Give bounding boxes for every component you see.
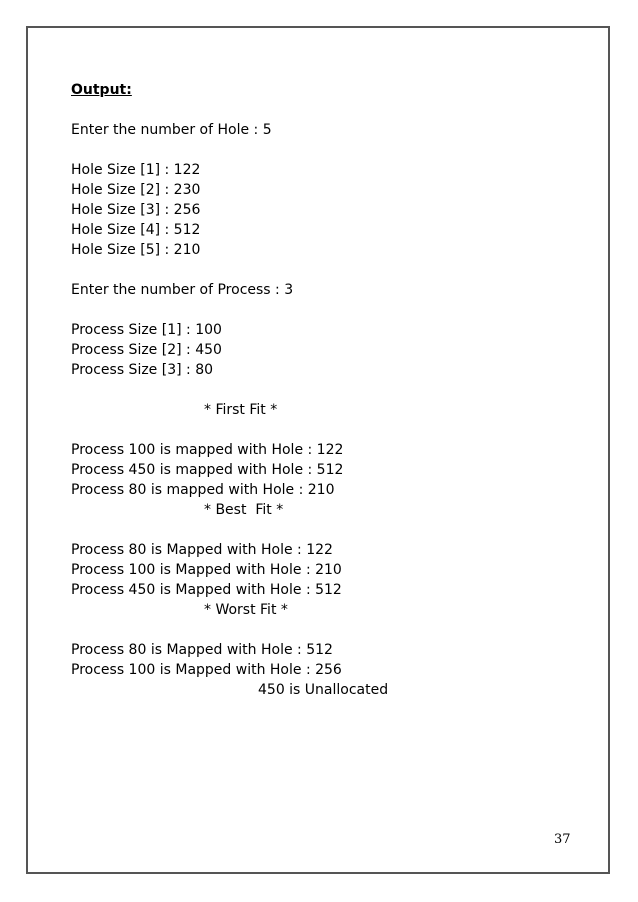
process-size-line: Process Size [1] : 100 (71, 322, 222, 338)
spacer (71, 420, 591, 440)
spacer (71, 260, 591, 280)
best-fit-line: Process 80 is Mapped with Hole : 122 (71, 542, 333, 558)
hole-size-line: Hole Size [3] : 256 (71, 202, 201, 218)
process-size-line: Process Size [3] : 80 (71, 362, 214, 378)
first-fit-title: * First Fit * (204, 402, 278, 418)
spacer (71, 380, 591, 400)
best-fit-line: Process 100 is Mapped with Hole : 210 (71, 562, 342, 578)
process-count-line: Enter the number of Process : 3 (71, 282, 294, 298)
worst-fit-line: Process 80 is Mapped with Hole : 512 (71, 642, 333, 658)
hole-count-line: Enter the number of Hole : 5 (71, 122, 272, 138)
output-heading: Output: (71, 82, 132, 98)
best-fit-title: * Best Fit * (204, 502, 284, 518)
unallocated-line: 450 is Unallocated (258, 682, 389, 698)
page-number: 37 (554, 832, 571, 847)
first-fit-line: Process 450 is mapped with Hole : 512 (71, 462, 344, 478)
hole-size-line: Hole Size [5] : 210 (71, 242, 201, 258)
output-content (71, 80, 591, 700)
first-fit-line: Process 80 is mapped with Hole : 210 (71, 482, 335, 498)
spacer (71, 140, 591, 160)
worst-fit-title: * Worst Fit * (204, 602, 288, 618)
spacer (71, 620, 591, 640)
worst-fit-line: Process 100 is Mapped with Hole : 256 (71, 662, 342, 678)
spacer (71, 100, 591, 120)
spacer (71, 300, 591, 320)
hole-size-line: Hole Size [2] : 230 (71, 182, 201, 198)
best-fit-line: Process 450 is Mapped with Hole : 512 (71, 582, 342, 598)
first-fit-line: Process 100 is mapped with Hole : 122 (71, 442, 344, 458)
process-size-line: Process Size [2] : 450 (71, 342, 222, 358)
hole-size-line: Hole Size [4] : 512 (71, 222, 201, 238)
hole-size-line: Hole Size [1] : 122 (71, 162, 201, 178)
spacer (71, 520, 591, 540)
